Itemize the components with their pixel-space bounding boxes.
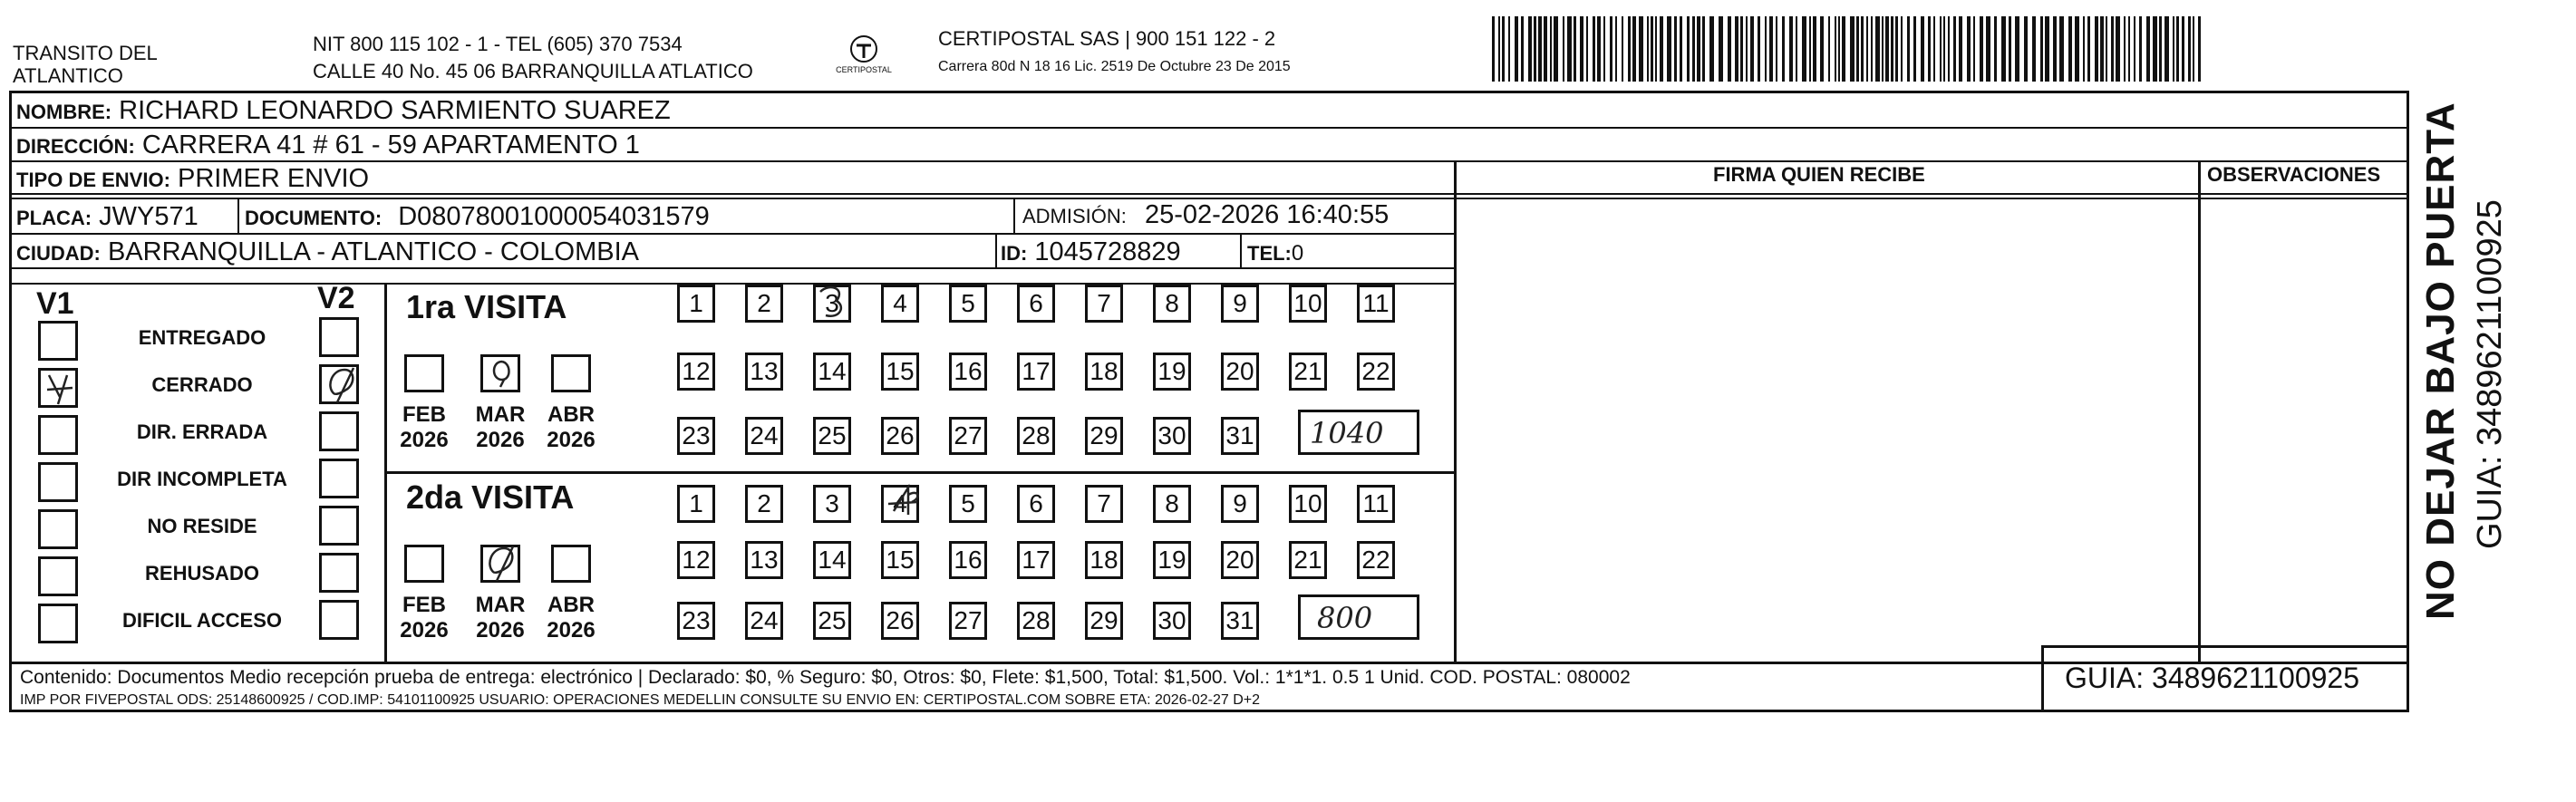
visit1-day-box[interactable]: 7 xyxy=(1085,285,1123,323)
visit1-day-box[interactable]: 4 xyxy=(881,285,919,323)
barcode-bar xyxy=(2111,16,2114,82)
barcode-bar xyxy=(1796,16,1797,82)
barcode-bar xyxy=(2164,16,2169,82)
visit1-day3-handmark xyxy=(813,281,855,327)
barcode-bar xyxy=(2153,16,2157,82)
direccion-field xyxy=(16,130,640,161)
visit2-day-box[interactable]: 10 xyxy=(1289,485,1327,523)
visit2-day-box[interactable]: 6 xyxy=(1017,485,1055,523)
barcode-bar xyxy=(1622,16,1623,82)
barcode-bar xyxy=(2193,16,2194,82)
visit2-day-box[interactable]: 26 xyxy=(881,602,919,640)
barcode-bar xyxy=(1861,16,1864,82)
documento-value: D08078001000054031579 xyxy=(398,202,710,231)
barcode-bar xyxy=(1521,16,1524,82)
barcode-bar xyxy=(1835,16,1836,82)
barcode-bar xyxy=(2045,16,2049,82)
side-warning: NO DEJAR BAJO PUERTA xyxy=(2418,101,2463,620)
barcode-bar xyxy=(1809,16,1811,82)
direccion-label: DIRECCIÓN: xyxy=(16,135,135,158)
v1-dificil-acceso-checkbox[interactable] xyxy=(38,604,78,643)
barcode-bar xyxy=(1907,16,1910,82)
visit1-day-box[interactable]: 31 xyxy=(1221,417,1259,455)
barcode-bar xyxy=(1921,16,1924,82)
barcode-bar xyxy=(1574,16,1576,82)
barcode-bar xyxy=(2075,16,2079,82)
visit1-mar-handmark xyxy=(482,354,522,397)
footer-contenido: Contenido: Documentos Medio recepción prueba de entrega: electrónico | Declarado: $0, % Seguro: $0, Otros: $0, Flete: $1,500, Total: $1,500. Vol.: 1*1*1. 0.5 1 Unid. COD. POSTAL: 080002 xyxy=(20,667,1631,688)
barcode-bar xyxy=(1550,16,1552,82)
barcode-bar xyxy=(1697,16,1700,82)
status-cerrado: CERRADO xyxy=(151,373,253,396)
visit1-day-box[interactable]: 21 xyxy=(1289,353,1327,391)
barcode-bar xyxy=(1901,16,1903,82)
v2-dificil-acceso-checkbox[interactable] xyxy=(319,600,359,640)
visit2-day-box[interactable]: 17 xyxy=(1017,541,1055,579)
barcode-bar xyxy=(1667,16,1671,82)
v2-dir-errada-checkbox[interactable] xyxy=(319,411,359,451)
direccion-value: CARRERA 41 # 61 - 59 APARTAMENTO 1 xyxy=(141,130,640,159)
barcode-bar xyxy=(1746,16,1748,82)
visit1-day-box[interactable]: 1 xyxy=(677,285,715,323)
tipo-envio-value: PRIMER ENVIO xyxy=(177,164,370,193)
visit1-hour-box[interactable] xyxy=(1298,410,1419,455)
barcode-bar xyxy=(1580,16,1583,82)
v2-no-reside-checkbox[interactable] xyxy=(319,506,359,546)
barcode-bar xyxy=(1765,16,1767,82)
barcode-bar xyxy=(2053,16,2057,82)
visit1-day-box[interactable]: 30 xyxy=(1153,417,1191,455)
visit2-title: 2da VISITA xyxy=(406,478,575,516)
visit1-day-box[interactable]: 25 xyxy=(813,417,851,455)
visit2-day-box[interactable]: 12 xyxy=(677,541,715,579)
certipostal-logo xyxy=(832,29,896,83)
barcode-bar xyxy=(1651,16,1653,82)
barcode-bar xyxy=(2198,16,2201,82)
barcode-bar xyxy=(1940,16,1942,82)
ciudad-value: BARRANQUILLA - ATLANTICO - COLOMBIA xyxy=(107,237,639,266)
barcode-bar xyxy=(2095,16,2098,82)
barcode-bar xyxy=(1782,16,1785,82)
barcode-bar xyxy=(2032,16,2036,82)
cerrado-v1-handmark xyxy=(40,368,80,412)
visit2-day-box[interactable]: 30 xyxy=(1153,602,1191,640)
documento-label: DOCUMENTO: xyxy=(245,207,383,229)
barcode-bar xyxy=(2040,16,2043,82)
barcode-bar xyxy=(2116,16,2120,82)
barcode-bar xyxy=(1660,16,1663,82)
barcode-bar xyxy=(1928,16,1931,82)
visit2-day-box[interactable]: 31 xyxy=(1221,602,1259,640)
visit1-day-box[interactable]: 17 xyxy=(1017,353,1055,391)
barcode-bar xyxy=(1498,16,1500,82)
status-dificil-acceso: DIFICIL ACCESO xyxy=(121,609,282,632)
visit1-day-box[interactable]: 19 xyxy=(1153,353,1191,391)
visit2-day-box[interactable]: 14 xyxy=(813,541,851,579)
visit2-day-box[interactable]: 7 xyxy=(1085,485,1123,523)
visit2-day-box[interactable]: 23 xyxy=(677,602,715,640)
barcode-bar xyxy=(2128,16,2130,82)
nit-line: NIT 800 115 102 - 1 - TEL (605) 370 7534 xyxy=(313,33,683,55)
visit2-day-box[interactable]: 19 xyxy=(1153,541,1191,579)
visit2-day-box[interactable]: 11 xyxy=(1357,485,1395,523)
tel-field xyxy=(1247,239,1303,268)
barcode-bar xyxy=(1628,16,1631,82)
barcode-bar xyxy=(2173,16,2174,82)
visit2-day-box[interactable]: 25 xyxy=(813,602,851,640)
visit1-day-box[interactable]: 11 xyxy=(1357,285,1395,323)
barcode-bar xyxy=(1502,16,1505,82)
footer-imp: IMP POR FIVEPOSTAL ODS: 25148600925 / COD.IMP: 54101100925 USUARIO: OPERACIONES MEDELLIN CONSULTE SU ENVIO EN: CERTIPOSTAL.COM SOBRE ETA: 2026-02-27 D+2 xyxy=(20,692,1261,708)
barcode-bar xyxy=(1554,16,1558,82)
barcode-bar xyxy=(1994,16,1997,82)
visit2-abr-year: 2026 xyxy=(547,618,596,643)
visit1-day-box[interactable]: 12 xyxy=(677,353,715,391)
barcode-bar xyxy=(2083,16,2085,82)
barcode-bar xyxy=(1871,16,1873,82)
ciudad-field xyxy=(16,237,639,268)
visit1-day-box[interactable]: 15 xyxy=(881,353,919,391)
barcode-bar xyxy=(1639,16,1643,82)
visit2-mar-handmark xyxy=(480,541,524,589)
cerrado-v2-handmark xyxy=(321,362,364,411)
barcode-bar xyxy=(1740,16,1743,82)
status-entregado: ENTREGADO xyxy=(138,326,266,349)
v2-entregado-checkbox[interactable] xyxy=(319,317,359,357)
barcode-bar xyxy=(2188,16,2191,82)
visit1-day-box[interactable]: 24 xyxy=(745,417,783,455)
barcode-bar xyxy=(1544,16,1547,82)
visit2-day-box[interactable]: 8 xyxy=(1153,485,1191,523)
visit1-abr-label: ABR xyxy=(547,402,595,427)
barcode-bar xyxy=(1769,16,1773,82)
license-line: Carrera 80d N 18 16 Lic. 2519 De Octubre 23 De 2015 xyxy=(938,59,1291,74)
v1-no-reside-checkbox[interactable] xyxy=(38,509,78,549)
firma-header: FIRMA QUIEN RECIBE xyxy=(1713,163,1925,186)
visit1-day-box[interactable]: 26 xyxy=(881,417,919,455)
visit2-day-box[interactable]: 15 xyxy=(881,541,919,579)
barcode-bar xyxy=(1828,16,1830,82)
barcode-bar xyxy=(1842,16,1845,82)
visit1-abr-year: 2026 xyxy=(547,428,596,452)
visit2-day-box[interactable]: 20 xyxy=(1221,541,1259,579)
visit2-day-box[interactable]: 28 xyxy=(1017,602,1055,640)
barcode-bar xyxy=(1866,16,1868,82)
visit2-day-box[interactable]: 27 xyxy=(949,602,987,640)
visit2-day-box[interactable]: 29 xyxy=(1085,602,1123,640)
visit1-feb-label: FEB xyxy=(402,402,446,427)
visit2-day-box[interactable]: 22 xyxy=(1357,541,1395,579)
barcode-bar xyxy=(1615,16,1617,82)
admision-field xyxy=(1022,200,1389,231)
visit2-day-box[interactable]: 24 xyxy=(745,602,783,640)
admision-label: ADMISIÓN: xyxy=(1022,205,1127,227)
visit2-day-box[interactable]: 18 xyxy=(1085,541,1123,579)
visit1-month-mar xyxy=(475,402,526,453)
visit1-abr-checkbox[interactable] xyxy=(551,354,591,392)
barcode-bar xyxy=(1856,16,1859,82)
tel-label: TEL: xyxy=(1247,242,1292,265)
visit1-month-abr xyxy=(546,402,596,453)
status-rehusado: REHUSADO xyxy=(145,562,259,585)
barcode-bar xyxy=(1980,16,1983,82)
barcode-bar xyxy=(1534,16,1536,82)
visit2-feb-year: 2026 xyxy=(400,618,449,643)
nombre-label: NOMBRE: xyxy=(16,101,112,123)
barcode-bar xyxy=(1776,16,1777,82)
barcode-bar xyxy=(1986,16,1990,82)
ciudad-label: CIUDAD: xyxy=(16,242,101,265)
visit1-day-box[interactable]: 6 xyxy=(1017,285,1055,323)
visit1-feb-checkbox[interactable] xyxy=(404,354,444,392)
admision-value: 25-02-2026 16:40:55 xyxy=(1144,200,1390,229)
visit1-day-box[interactable]: 2 xyxy=(745,285,783,323)
visit2-mar-year: 2026 xyxy=(476,618,525,643)
company-line: CERTIPOSTAL SAS | 900 151 122 - 2 xyxy=(938,27,1276,50)
v1-entregado-checkbox[interactable] xyxy=(38,321,78,361)
barcode-bar xyxy=(1758,16,1760,82)
barcode-bar xyxy=(1680,16,1682,82)
visit2-mar-label: MAR xyxy=(475,593,526,617)
visit1-mar-year: 2026 xyxy=(476,428,525,452)
v2-rehusado-checkbox[interactable] xyxy=(319,553,359,593)
visit2-day-box[interactable]: 3 xyxy=(813,485,851,523)
visit1-feb-year: 2026 xyxy=(400,428,449,452)
visit2-hour-box[interactable] xyxy=(1298,594,1419,640)
barcode-bar xyxy=(1655,16,1657,82)
visit1-day-box[interactable]: 27 xyxy=(949,417,987,455)
nombre-field xyxy=(16,96,671,127)
side-guia: GUIA: 3489621100925 xyxy=(2471,199,2509,549)
barcode-bar xyxy=(2009,16,2011,82)
barcode-bar xyxy=(1508,16,1510,82)
status-no-reside: NO RESIDE xyxy=(147,515,257,537)
documento-field xyxy=(245,202,710,233)
visit1-day-box[interactable]: 8 xyxy=(1153,285,1191,323)
visit2-day-box[interactable]: 13 xyxy=(745,541,783,579)
barcode-bar xyxy=(1610,16,1612,82)
barcode-bar xyxy=(1948,16,1950,82)
barcode-bar xyxy=(1789,16,1793,82)
barcode-bar xyxy=(1692,16,1695,82)
barcode-bar xyxy=(2024,16,2028,82)
v2-label: V2 xyxy=(317,281,355,315)
org-name: TRANSITO DEL ATLANTICO xyxy=(13,42,157,87)
barcode-bar xyxy=(1973,16,1975,82)
barcode-bar xyxy=(1528,16,1532,82)
v1-dir-incompleta-checkbox[interactable] xyxy=(38,462,78,502)
id-label: ID: xyxy=(1001,242,1028,265)
barcode-bar xyxy=(1728,16,1731,82)
nombre-value: RICHARD LEONARDO SARMIENTO SUAREZ xyxy=(119,96,671,125)
visit2-day-box[interactable]: 16 xyxy=(949,541,987,579)
barcode-bar xyxy=(1538,16,1542,82)
barcode-bar xyxy=(1586,16,1588,82)
barcode-bar xyxy=(1674,16,1677,82)
visit2-feb-label: FEB xyxy=(402,593,446,617)
barcode-bar xyxy=(1735,16,1738,82)
visit1-day-box[interactable]: 5 xyxy=(949,285,987,323)
visit1-hour-handwritten: 1040 xyxy=(1310,416,1384,450)
v1-dir-errada-checkbox[interactable] xyxy=(38,415,78,455)
barcode-bar xyxy=(1953,16,1956,82)
barcode-bar xyxy=(2134,16,2135,82)
visit1-day-box[interactable]: 13 xyxy=(745,353,783,391)
placa-label: PLACA: xyxy=(16,207,92,229)
barcode-bar xyxy=(1709,16,1714,82)
visit1-title: 1ra VISITA xyxy=(406,288,567,325)
address-line: CALLE 40 No. 45 06 BARRANQUILLA ATLATICO xyxy=(313,60,753,82)
visit1-day-box[interactable]: 16 xyxy=(949,353,987,391)
visit1-day-box[interactable]: 14 xyxy=(813,353,851,391)
barcode-bar xyxy=(1492,16,1495,82)
barcode xyxy=(1492,16,2201,82)
barcode-bar xyxy=(1593,16,1595,82)
footer-guia: GUIA: 3489621100925 xyxy=(2065,662,2359,694)
barcode-bar xyxy=(1875,16,1880,82)
id-field xyxy=(1001,237,1181,268)
barcode-bar xyxy=(1802,16,1806,82)
visit2-abr-checkbox[interactable] xyxy=(551,545,591,583)
tel-value: 0 xyxy=(1291,241,1304,266)
barcode-bar xyxy=(1913,16,1916,82)
logo-text: CERTIPOSTAL xyxy=(836,65,892,74)
barcode-bar xyxy=(1959,16,1962,82)
v1-rehusado-checkbox[interactable] xyxy=(38,556,78,596)
barcode-bar xyxy=(2059,16,2064,82)
barcode-bar xyxy=(1647,16,1649,82)
barcode-bar xyxy=(1632,16,1636,82)
barcode-bar xyxy=(1820,16,1824,82)
visit2-day4-handmark xyxy=(881,478,926,528)
visit2-month-feb xyxy=(399,593,450,643)
barcode-bar xyxy=(1850,16,1855,82)
barcode-bar xyxy=(1687,16,1690,82)
visit1-month-feb xyxy=(399,402,450,453)
visit1-day-box[interactable]: 3 xyxy=(813,285,851,323)
visit2-day-box[interactable]: 21 xyxy=(1289,541,1327,579)
barcode-bar xyxy=(2100,16,2104,82)
v1-label: V1 xyxy=(36,286,74,321)
visit2-abr-label: ABR xyxy=(547,593,595,617)
barcode-bar xyxy=(1895,16,1898,82)
visit2-day-box[interactable]: 4 xyxy=(881,485,919,523)
visit1-day-box[interactable]: 28 xyxy=(1017,417,1055,455)
id-value: 1045728829 xyxy=(1034,237,1181,266)
visit2-day-box[interactable]: 9 xyxy=(1221,485,1259,523)
barcode-bar xyxy=(1515,16,1518,82)
v2-dir-incompleta-checkbox[interactable] xyxy=(319,459,359,498)
visit2-day-box[interactable]: 5 xyxy=(949,485,987,523)
barcode-bar xyxy=(2106,16,2107,82)
tipo-envio-field xyxy=(16,164,369,195)
barcode-bar xyxy=(1702,16,1705,82)
placa-field xyxy=(16,202,199,233)
barcode-bar xyxy=(1563,16,1564,82)
visit1-day-box[interactable]: 29 xyxy=(1085,417,1123,455)
barcode-bar xyxy=(1882,16,1884,82)
barcode-bar xyxy=(1943,16,1945,82)
barcode-bar xyxy=(1597,16,1601,82)
barcode-bar xyxy=(1603,16,1605,82)
barcode-bar xyxy=(1891,16,1893,82)
barcode-bar xyxy=(2001,16,2006,82)
visit1-day-box[interactable]: 20 xyxy=(1221,353,1259,391)
barcode-bar xyxy=(2087,16,2090,82)
visit2-day-box[interactable]: 2 xyxy=(745,485,783,523)
barcode-bar xyxy=(2176,16,2179,82)
barcode-bar xyxy=(1813,16,1816,82)
visit2-month-mar xyxy=(475,593,526,643)
observaciones-header: OBSERVACIONES xyxy=(2207,163,2381,186)
visit1-mar-label: MAR xyxy=(475,402,526,427)
status-dir-errada: DIR. ERRADA xyxy=(136,420,268,443)
barcode-bar xyxy=(1838,16,1840,82)
barcode-bar xyxy=(2146,16,2150,82)
visit1-day-box[interactable]: 18 xyxy=(1085,353,1123,391)
barcode-bar xyxy=(1885,16,1889,82)
barcode-bar xyxy=(1750,16,1754,82)
barcode-bar xyxy=(1967,16,1971,82)
visit2-feb-checkbox[interactable] xyxy=(404,545,444,583)
barcode-bar xyxy=(2159,16,2162,82)
visit1-day-box[interactable]: 10 xyxy=(1289,285,1327,323)
visit1-day-box[interactable]: 23 xyxy=(677,417,715,455)
barcode-bar xyxy=(1719,16,1723,82)
barcode-bar xyxy=(1567,16,1572,82)
barcode-bar xyxy=(2015,16,2019,82)
visit2-month-abr xyxy=(546,593,596,643)
visit1-day-box[interactable]: 22 xyxy=(1357,353,1395,391)
barcode-bar xyxy=(1933,16,1935,82)
visit2-day-box[interactable]: 1 xyxy=(677,485,715,523)
barcode-bar xyxy=(2068,16,2072,82)
barcode-bar xyxy=(2182,16,2184,82)
placa-value: JWY571 xyxy=(99,202,199,231)
visit1-day-box[interactable]: 9 xyxy=(1221,285,1259,323)
barcode-bar xyxy=(2139,16,2142,82)
visit2-hour-handwritten: 800 xyxy=(1317,601,1373,635)
barcode-bar xyxy=(2124,16,2126,82)
tipo-envio-label: TIPO DE ENVIO: xyxy=(16,169,170,191)
status-dir-incompleta: DIR INCOMPLETA xyxy=(117,468,287,490)
